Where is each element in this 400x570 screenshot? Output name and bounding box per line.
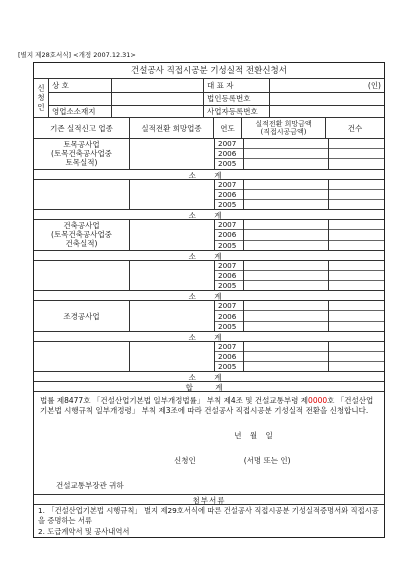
count-cell[interactable] bbox=[329, 229, 384, 239]
biz-no-field[interactable] bbox=[269, 106, 384, 117]
year-cell: 2005 bbox=[215, 240, 243, 250]
count-cell[interactable] bbox=[329, 310, 384, 320]
address-label: 영업소소재지 bbox=[52, 106, 96, 116]
amount-cell[interactable] bbox=[244, 158, 328, 168]
count-cell[interactable] bbox=[329, 220, 384, 229]
count-cell[interactable] bbox=[329, 280, 384, 290]
count-cell[interactable] bbox=[329, 261, 384, 270]
subtotal-row: 소 계 bbox=[34, 331, 384, 341]
col-desired-category: 실적전환 희망업종 bbox=[129, 118, 213, 138]
desired-category-cell[interactable] bbox=[130, 342, 215, 372]
amount-cell[interactable] bbox=[244, 280, 328, 290]
applicant-side-label: 신청인 bbox=[36, 83, 46, 113]
year-cell: 2007 bbox=[218, 139, 237, 149]
year-cell: 2007 bbox=[218, 260, 237, 270]
declaration-block bbox=[34, 391, 384, 494]
amount-cell[interactable] bbox=[244, 229, 328, 239]
count-cell[interactable] bbox=[329, 180, 384, 189]
desired-category-cell[interactable] bbox=[130, 139, 215, 169]
subtotal-row: 소 계 bbox=[34, 250, 384, 260]
year-cell: 2007 bbox=[218, 179, 237, 189]
table-header bbox=[34, 117, 384, 138]
existing-category-cell bbox=[34, 261, 130, 291]
count-cell[interactable] bbox=[329, 301, 384, 310]
count-cell[interactable] bbox=[329, 189, 384, 199]
amount-cell[interactable] bbox=[244, 270, 328, 280]
category-group bbox=[34, 179, 384, 210]
amount-cell[interactable] bbox=[244, 148, 328, 158]
subtotal-row: 소 계 bbox=[34, 290, 384, 300]
declaration-text: 법률 제8477호 「건설산업기본법 일부개정법률」 부칙 제4조 및 건설교통부령 제0000호 「건설산업기본법 시행규칙 일부개정령」 부칙 제3조에 따라 건설공사 직접시공분 기성실적 전환을 신청합니다. bbox=[40, 396, 374, 415]
attachments-title: 첨부서류 bbox=[34, 494, 384, 504]
corp-no-label: 법인등록번호 bbox=[203, 93, 269, 105]
amount-cell[interactable] bbox=[244, 199, 328, 209]
desired-category-cell[interactable] bbox=[130, 261, 215, 291]
year-cell: 2006 bbox=[215, 310, 243, 320]
amount-cell[interactable] bbox=[244, 310, 328, 320]
count-cell[interactable] bbox=[329, 321, 384, 331]
year-cell: 2005 bbox=[215, 158, 243, 168]
year-cell: 2007 bbox=[218, 341, 237, 351]
year-cell: 2005 bbox=[215, 199, 243, 209]
date-line[interactable]: 년 월 일 bbox=[234, 430, 276, 440]
address-field[interactable] bbox=[111, 106, 203, 117]
category-group bbox=[34, 300, 384, 331]
total-row: 합 계 bbox=[34, 381, 384, 391]
attachment-1: 1. 「건설산업기본법 시행규칙」 별지 제29호서식에 따른 건설공사 직접시공분 기성실적증명서와 직접시공을 증명하는 서류 bbox=[38, 506, 379, 525]
form-title: 건설공사 직접시공분 기성실적 전환신청서 bbox=[131, 66, 287, 76]
year-cell: 2005 bbox=[215, 280, 243, 290]
desired-category-cell[interactable] bbox=[130, 180, 215, 210]
count-cell[interactable] bbox=[329, 342, 384, 351]
desired-category-cell[interactable] bbox=[130, 301, 215, 331]
year-cell: 2006 bbox=[215, 229, 243, 239]
year-cell: 2006 bbox=[215, 189, 243, 199]
signer-sign[interactable]: (서명 또는 인) bbox=[243, 455, 291, 465]
col-year: 연도 bbox=[213, 118, 241, 138]
year-cell: 2006 bbox=[215, 270, 243, 280]
year-cell: 2007 bbox=[218, 301, 237, 311]
subtotal-row: 소 계 bbox=[34, 371, 384, 381]
company-name-label: 상 호 bbox=[52, 80, 69, 90]
category-group bbox=[34, 260, 384, 291]
count-cell[interactable] bbox=[329, 199, 384, 209]
year-cell: 2007 bbox=[218, 220, 237, 230]
addressee: 건설교통부장관 귀하 bbox=[56, 480, 124, 490]
amount-cell[interactable] bbox=[244, 139, 328, 148]
existing-category-cell bbox=[34, 342, 130, 372]
representative-label: 대 표 자 bbox=[203, 79, 269, 92]
subtotal-row: 소 계 bbox=[34, 209, 384, 219]
category-group bbox=[34, 138, 384, 169]
amount-cell[interactable] bbox=[244, 261, 328, 270]
existing-category-cell bbox=[34, 180, 130, 210]
attachment-2: 2. 도급계약서 및 공사내역서 bbox=[38, 526, 130, 536]
corp-no-field[interactable] bbox=[269, 93, 384, 105]
amount-cell[interactable] bbox=[244, 361, 328, 371]
applicant-block bbox=[34, 78, 384, 117]
col-existing-category: 기존 실적신고 업종 bbox=[50, 123, 113, 133]
col-count: 건수 bbox=[325, 118, 384, 138]
existing-category-cell: 건축공사업 (토목건축공사업중 건축실적) bbox=[34, 220, 130, 250]
count-cell[interactable] bbox=[329, 361, 384, 371]
amount-cell[interactable] bbox=[244, 189, 328, 199]
amount-cell[interactable] bbox=[244, 342, 328, 351]
representative-seal[interactable]: (인) bbox=[269, 79, 384, 92]
table-body bbox=[34, 138, 384, 381]
biz-no-label: 사업자등록번호 bbox=[203, 106, 269, 117]
count-cell[interactable] bbox=[329, 351, 384, 361]
count-cell[interactable] bbox=[329, 240, 384, 250]
amount-cell[interactable] bbox=[244, 240, 328, 250]
count-cell[interactable] bbox=[329, 139, 384, 148]
year-cell: 2006 bbox=[215, 351, 243, 361]
company-name-field[interactable] bbox=[111, 79, 203, 92]
subtotal-row: 소 계 bbox=[34, 169, 384, 179]
signer-label: 신청인 bbox=[174, 455, 196, 465]
year-cell: 2006 bbox=[215, 148, 243, 158]
form-header: [별지 제28호서식] <개정 2007.12.31> bbox=[18, 51, 136, 59]
year-cell: 2005 bbox=[215, 321, 243, 331]
amount-cell[interactable] bbox=[244, 220, 328, 229]
amount-cell[interactable] bbox=[244, 321, 328, 331]
year-cell: 2005 bbox=[215, 361, 243, 371]
count-cell[interactable] bbox=[329, 148, 384, 158]
application-form bbox=[33, 62, 385, 538]
amount-cell[interactable] bbox=[244, 351, 328, 361]
existing-category-cell: 토목공사업 (토목건축공사업중 토목실적) bbox=[34, 139, 130, 169]
count-cell[interactable] bbox=[329, 270, 384, 280]
count-cell[interactable] bbox=[329, 158, 384, 168]
amount-cell[interactable] bbox=[244, 301, 328, 310]
declaration-red-number: 0000 bbox=[308, 396, 328, 406]
col-amount: 실적전환 희망금액 (직접시공금액) bbox=[241, 118, 325, 138]
existing-category-cell: 조경공사업 bbox=[34, 301, 130, 331]
category-group bbox=[34, 219, 384, 250]
amount-cell[interactable] bbox=[244, 180, 328, 189]
desired-category-cell[interactable] bbox=[130, 220, 215, 250]
category-group bbox=[34, 341, 384, 372]
